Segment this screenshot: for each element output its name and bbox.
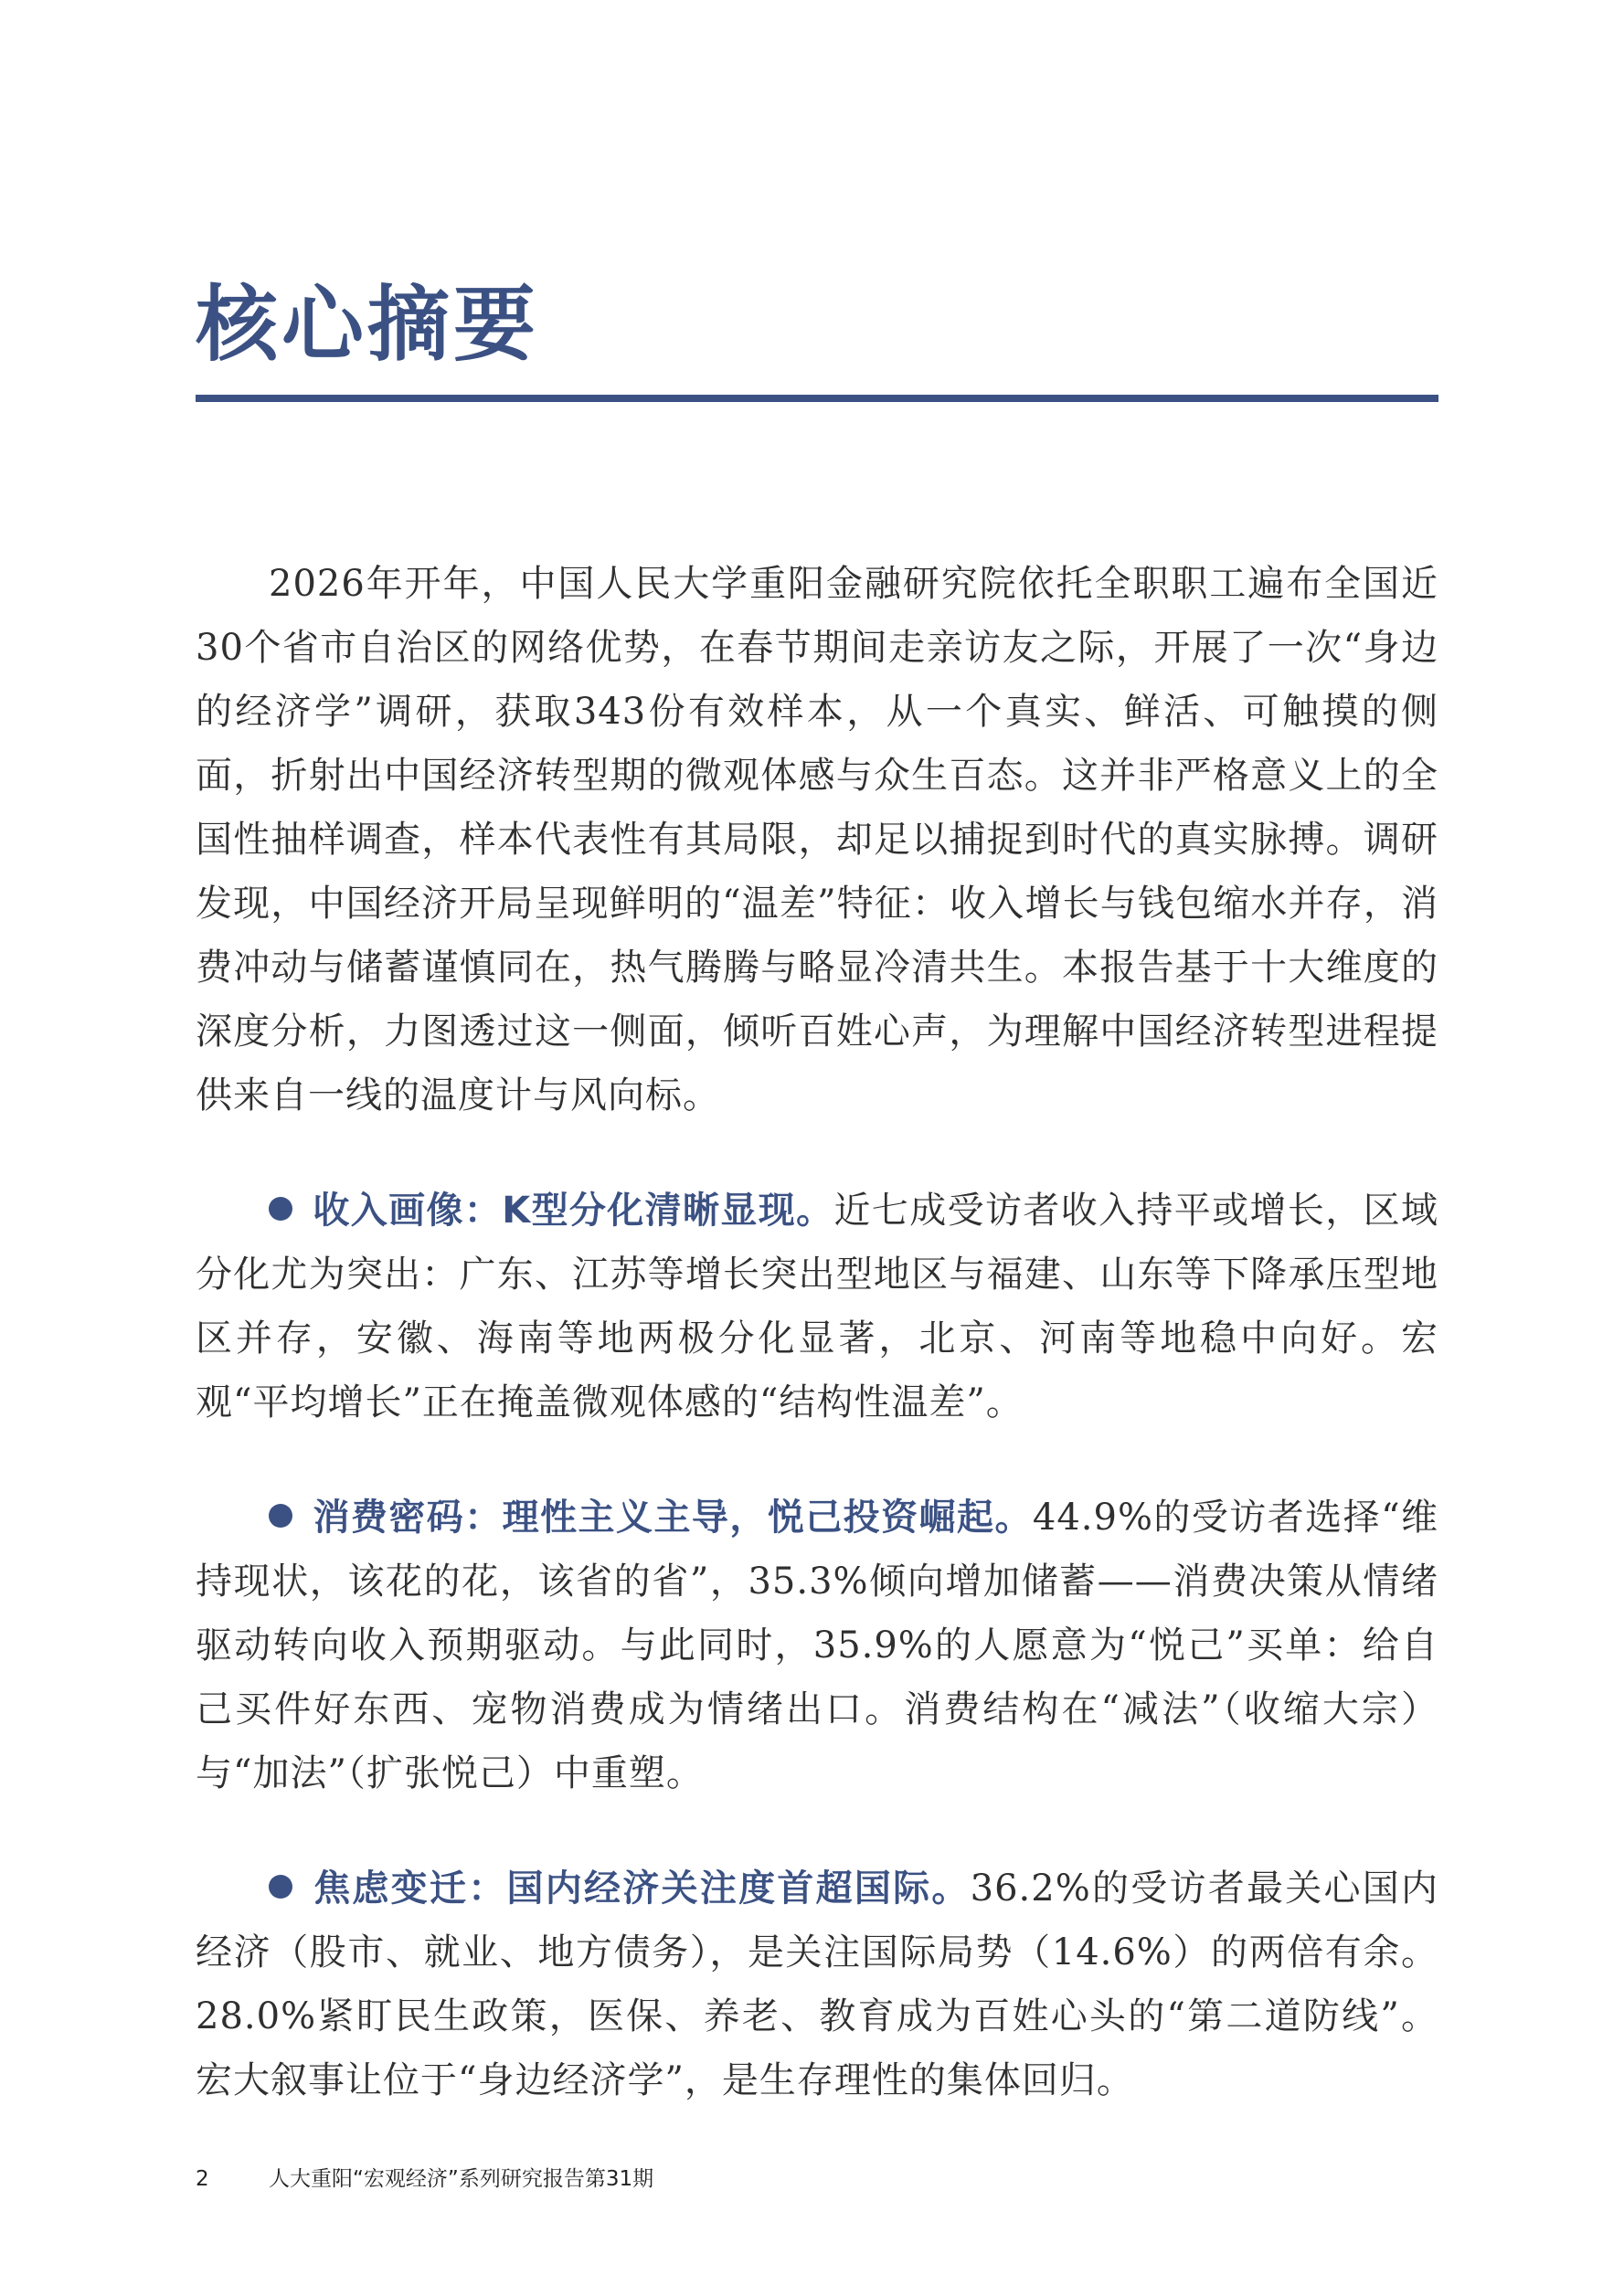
bullet-icon <box>269 1504 292 1528</box>
section-body: 44.9%的受访者选择“维持现状，该花的花，该省的省”，35.3%倾向增加储蓄——消费决策从情绪驱动转向收入预期驱动。与此同时，35.9%的人愿意为“悦己”买单：给自己买件好东西、宠物消费成为情绪出口。消费结构在“减法”（收缩大宗）与“加法”（扩张悦己）中重塑。 <box>196 1497 1438 1794</box>
page-footer <box>196 2165 653 2193</box>
section-anxiety <box>196 1857 1438 2112</box>
bullet-icon <box>269 1875 292 1899</box>
section-body: 36.2%的受访者最关心国内经济（股市、就业、地方债务），是关注国际局势（14.6%）的两倍有余。28.0%紧盯民生政策，医保、养老、教育成为百姓心头的“第二道防线”。宏大叙事让位于“身边经济学”，是生存理性的集体回归。 <box>196 1867 1439 2101</box>
section-heading: 消费密码：理性主义主导，悦己投资崛起。 <box>313 1497 1033 1539</box>
intro-paragraph: 2026年开年，中国人民大学重阳金融研究院依托全职职工遍布全国近30个省市自治区的网络优势，在春节期间走亲访友之际，开展了一次“身边的经济学”调研，获取343份有效样本，从一个真实、鲜活、可触摸的侧面，折射出中国经济转型期的微观体感与众生百态。这并非严格意义上的全国性抽样调查，样本代表性有其局限，却足以捕捉到时代的真实脉搏。调研发现，中国经济开局呈现鲜明的“温差”特征：收入增长与钱包缩水并存，消费冲动与储蓄谨慎同在，热气腾腾与略显冷清共生。本报告基于十大维度的深度分析，力图透过这一侧面，倾听百姓心声，为理解中国经济转型进程提供来自一线的温度计与风向标。 <box>196 563 1438 1116</box>
section-heading: 焦虑变迁：国内经济关注度首超国际。 <box>313 1867 971 1910</box>
page-title: 核心摘要 <box>196 277 539 373</box>
section-consumption <box>196 1486 1438 1805</box>
series-label: 人大重阳“宏观经济”系列研究报告第31期 <box>269 2167 654 2191</box>
page-number: 2 <box>196 2167 209 2191</box>
bullet-icon <box>269 1197 292 1221</box>
summary-content <box>196 552 1438 2164</box>
section-heading: 收入画像：K型分化清晰显现。 <box>313 1190 834 1232</box>
section-income <box>196 1179 1438 1434</box>
section-body: 近七成受访者收入持平或增长，区域分化尤为突出：广东、江苏等增长突出型地区与福建、山东等下降承压型地区并存，安徽、海南等地两极分化显著，北京、河南等地稳中向好。宏观“平均增长”正在掩盖微观体感的“结构性温差”。 <box>196 1190 1438 1423</box>
title-divider <box>196 395 1438 402</box>
